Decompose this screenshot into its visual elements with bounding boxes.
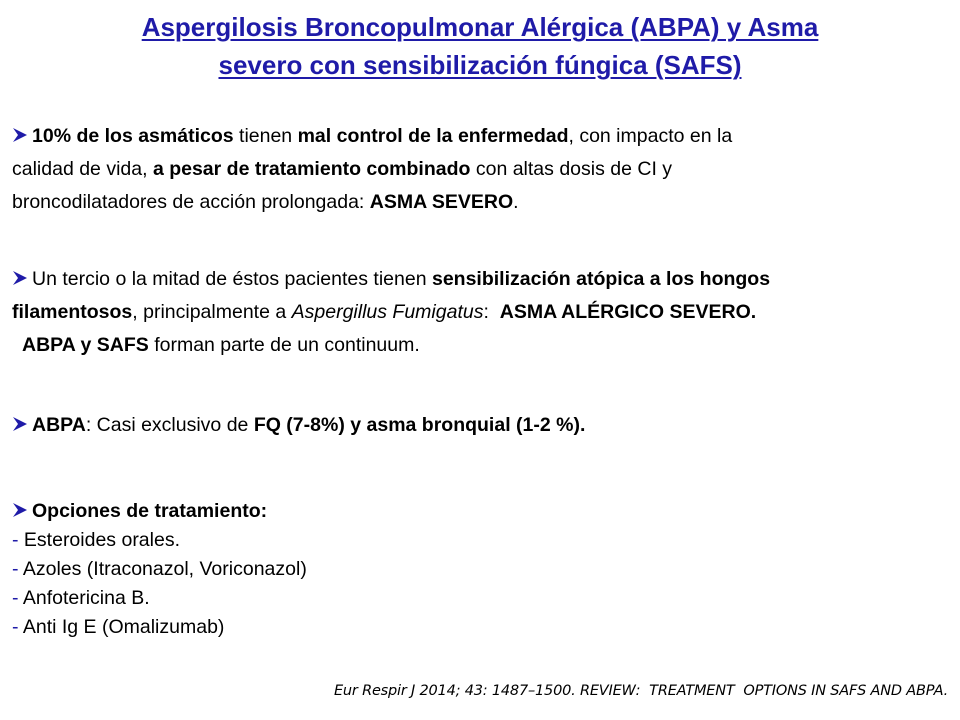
list-item-text: Azoles (Itraconazol, Voriconazol)	[22, 558, 307, 580]
dash-marker: -	[12, 616, 19, 638]
bullet-severe-asthma	[12, 120, 948, 219]
text: con altas dosis de CI y	[470, 158, 673, 180]
title-line-1: Aspergilosis Broncopulmonar Alérgica (ABPA) y Asma	[141, 12, 819, 42]
text-bold: ASMA ALÉRGICO SEVERO.	[499, 301, 757, 323]
bullet-line	[12, 409, 948, 442]
bullet-abpa-prevalence	[12, 409, 948, 442]
arrow-bullet-icon	[12, 127, 32, 143]
text-italic: Aspergillus Fumigatus	[291, 301, 484, 323]
list-item-text: Esteroides orales.	[23, 529, 180, 551]
arrow-bullet-icon	[12, 502, 32, 518]
bullet-line	[12, 153, 948, 186]
title-line-2: severo con sensibilización fúngica (SAFS)	[218, 50, 742, 80]
text-bold: 10% de los asmáticos	[32, 125, 234, 147]
bullet-line	[12, 120, 948, 153]
text-bold: a pesar de tratamiento combinado	[152, 158, 471, 180]
dash-marker: -	[12, 529, 19, 551]
text: , con impacto en la	[568, 125, 733, 147]
list-item	[12, 555, 948, 584]
text: , principalmente a	[132, 301, 292, 323]
list-item-text: Anti Ig E (Omalizumab)	[22, 616, 225, 638]
list-item	[12, 584, 948, 613]
reference-citation: Eur Respir J 2014; 43: 1487–1500. REVIEW: TREATMENT OPTIONS IN SAFS AND ABPA.	[333, 683, 948, 699]
text: .	[513, 191, 519, 213]
bullet-line	[12, 263, 948, 296]
arrow-bullet-icon	[12, 416, 32, 432]
text-bold: ABPA	[32, 414, 86, 436]
text-bold: ABPA y SAFS	[22, 334, 149, 356]
text: forman parte de un continuum.	[148, 334, 420, 356]
text-bold: filamentosos	[12, 301, 133, 323]
bullet-line	[12, 296, 948, 329]
treatment-heading: Opciones de tratamiento:	[32, 500, 268, 522]
text-bold: mal control de la enfermedad	[297, 125, 569, 147]
bullet-line	[12, 186, 948, 219]
dash-marker: -	[12, 558, 19, 580]
slide-title	[0, 8, 960, 84]
text-bold: sensibilización atópica a los hongos	[431, 268, 771, 290]
list-item	[12, 526, 948, 555]
list-item	[12, 613, 948, 642]
text: Un tercio o la mitad de éstos pacientes tienen	[32, 268, 432, 290]
text: : Casi exclusivo de	[85, 414, 254, 436]
list-item-text: Anfotericina B.	[22, 587, 150, 609]
text: tienen	[233, 125, 298, 147]
bullet-fungal-sensitization	[12, 263, 948, 362]
text-bold: FQ (7-8%) y asma bronquial (1-2 %).	[253, 414, 586, 436]
bullet-treatment-options	[12, 497, 948, 642]
text: calidad de vida,	[12, 158, 153, 180]
bullet-line	[12, 497, 948, 526]
arrow-bullet-icon	[12, 270, 32, 286]
dash-marker: -	[12, 587, 19, 609]
text-bold: ASMA SEVERO	[369, 191, 514, 213]
bullet-line	[12, 329, 948, 362]
text: broncodilatadores de acción prolongada:	[12, 191, 370, 213]
text: :	[483, 301, 500, 323]
